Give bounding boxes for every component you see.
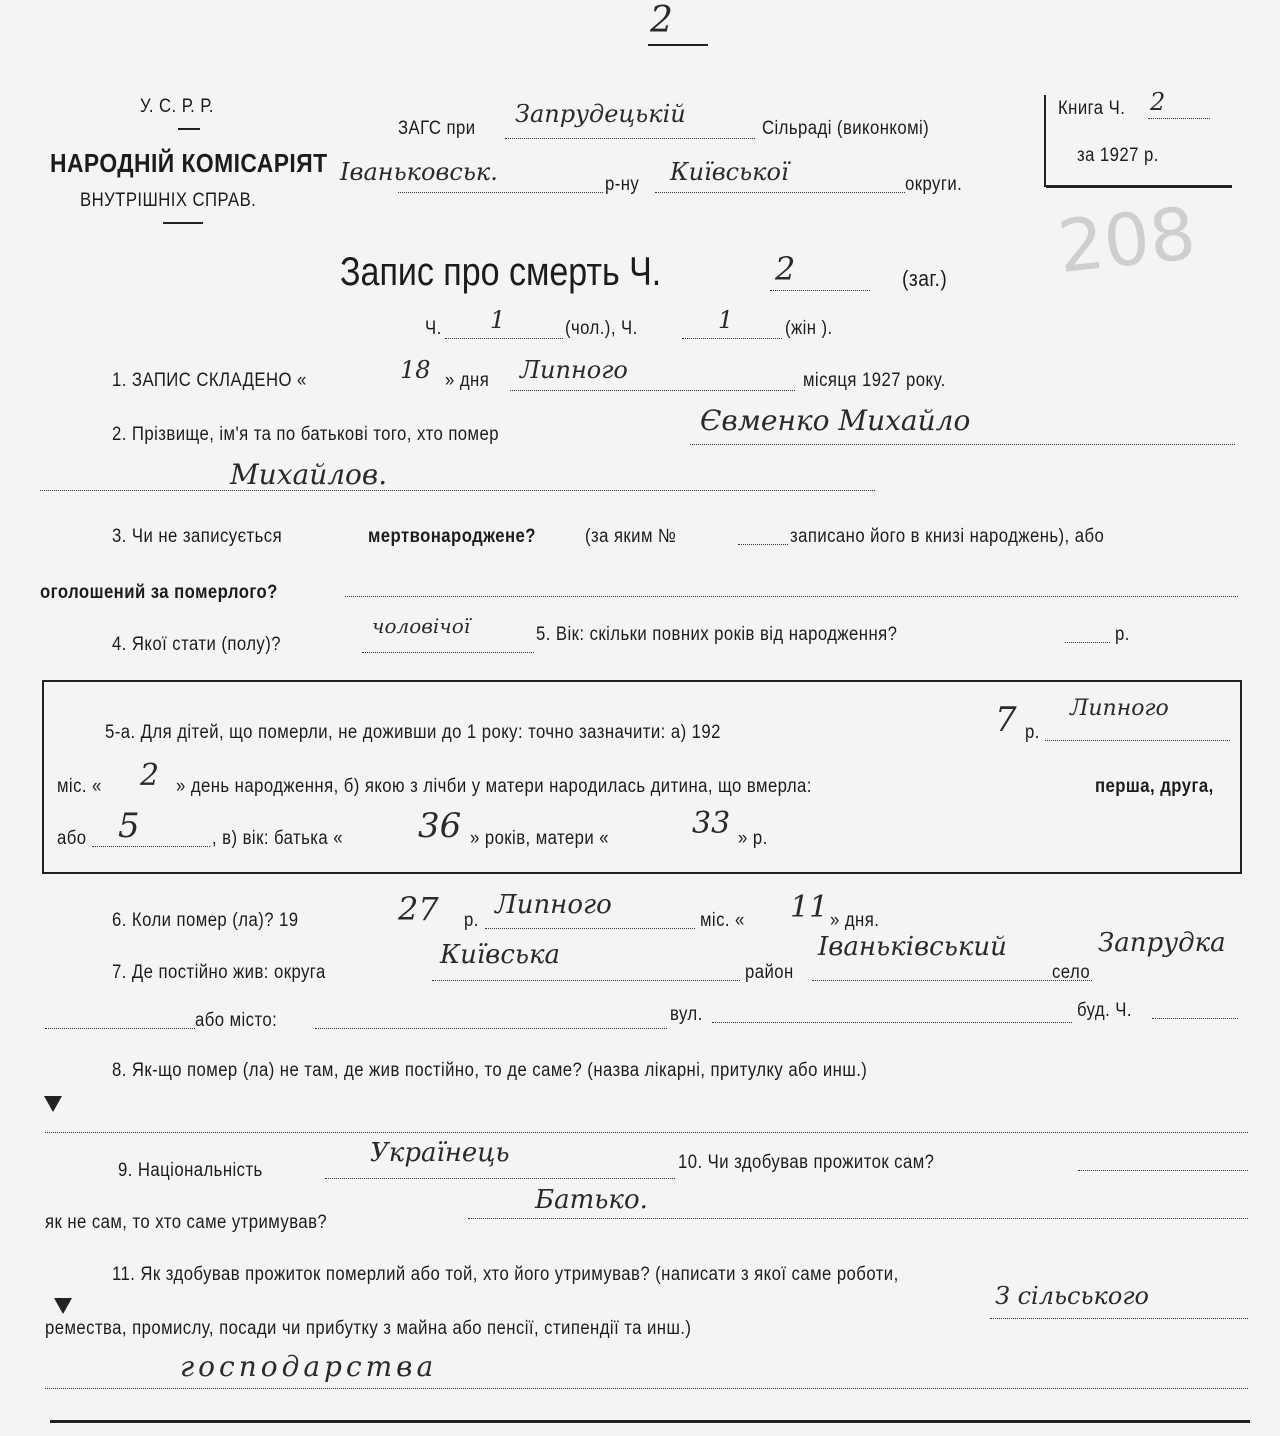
field-line xyxy=(315,1028,667,1029)
field-5a-text-7: , в) вік: батька « xyxy=(212,828,343,849)
field-line xyxy=(45,1132,1248,1133)
record-suffix: (заг.) xyxy=(902,266,948,291)
field-line xyxy=(1078,1170,1248,1171)
field-5a-text-4: » день народження, б) якою з лічби у матери народилась дитина, що вмерла: xyxy=(176,776,812,797)
field-5a-text-6: або xyxy=(57,828,87,849)
district-value: Іваньковськ. xyxy=(340,158,498,186)
field-6-end: » дня. xyxy=(830,910,880,931)
field-11-value-2: господарства xyxy=(180,1350,438,1383)
field-10-value: Батько. xyxy=(535,1185,648,1215)
male-count: 1 xyxy=(490,306,506,334)
book-label: Книга Ч. xyxy=(1058,98,1126,119)
field-3-text-e: оголошений за померлого? xyxy=(40,582,278,603)
field-line xyxy=(432,980,740,981)
field-line xyxy=(655,192,905,193)
zags-value: Запрудецькій xyxy=(515,100,686,128)
field-line xyxy=(1152,1018,1238,1019)
field-5-end: р. xyxy=(1115,624,1130,645)
field-5a-text-9: » р. xyxy=(738,828,768,849)
field-11-label: 11. Як здобував прожиток померлий або той, хто його утримував? (написати з якої саме роботи, xyxy=(112,1264,899,1285)
field-3-text-b: мертвонароджене? xyxy=(368,526,536,547)
field-5a-father-age: 36 xyxy=(418,806,462,846)
field-3-text-a: 3. Чи не записується xyxy=(112,526,283,547)
field-line xyxy=(40,490,875,491)
field-1-end: місяця 1927 року. xyxy=(803,370,946,391)
field-5-label: 5. Вік: скільки повних років від народження? xyxy=(536,624,898,645)
field-line xyxy=(45,1388,1248,1389)
field-line xyxy=(92,846,210,847)
field-line xyxy=(505,138,755,139)
female-label: (жін ). xyxy=(785,318,833,339)
field-line xyxy=(362,652,534,653)
field-1-label: 1. ЗАПИС СКЛАДЕНО « xyxy=(112,370,307,391)
field-9-value: Українець xyxy=(370,1138,510,1168)
book-box-left xyxy=(1044,95,1046,187)
field-3-text-c: (за яким № xyxy=(585,526,677,547)
field-6-mis: міс. « xyxy=(700,910,745,931)
field-10-label: 10. Чи здобував прожиток сам? xyxy=(678,1152,935,1173)
field-line xyxy=(45,1028,195,1029)
male-prefix: Ч. xyxy=(425,318,442,339)
field-9-label: 9. Національність xyxy=(118,1160,263,1181)
field-6-mid: р. xyxy=(464,910,479,931)
field-7-label: 7. Де постійно жив: округа xyxy=(112,962,326,983)
record-number: 2 xyxy=(775,250,796,288)
field-2-label: 2. Прізвище, ім'я та по батькові того, хто помер xyxy=(112,424,499,445)
field-5a-mother-age: 33 xyxy=(692,806,731,841)
field-10-text-b: як не сам, то хто саме утримував? xyxy=(45,1212,328,1233)
field-5a-text-5: перша, друга, xyxy=(1095,776,1214,797)
field-11-value-1: З сільського xyxy=(995,1282,1149,1310)
field-7-selo-label: село xyxy=(1052,962,1091,983)
field-1-month: Липного xyxy=(520,356,628,384)
field-6-year: 27 xyxy=(398,890,439,928)
field-line xyxy=(712,1022,1072,1023)
field-5a-order: 5 xyxy=(118,806,140,846)
top-mark: 2 xyxy=(650,0,673,41)
record-title xyxy=(340,250,661,295)
okrug-label: округи. xyxy=(905,174,963,195)
republic-label: У. С. Р. Р. xyxy=(140,96,214,117)
district-label: р-ну xyxy=(605,174,640,195)
binding-hole-marker xyxy=(54,1298,72,1314)
field-line xyxy=(1065,642,1110,643)
field-5a-day: 2 xyxy=(140,758,160,793)
divider xyxy=(178,128,200,130)
field-11-text-b: ремества, промислу, посади чи прибутку з майна або пенсії, стипендії та инш.) xyxy=(45,1318,692,1339)
zags-label: ЗАГС при xyxy=(398,118,476,139)
male-label: (чол.), Ч. xyxy=(565,318,638,339)
field-line xyxy=(690,444,1235,445)
book-box-bottom xyxy=(1046,185,1232,188)
field-line xyxy=(485,928,695,929)
field-7-city: або місто: xyxy=(195,1010,278,1031)
divider xyxy=(163,222,203,224)
field-7-okrug: Київська xyxy=(440,940,561,970)
commissariat-title: НАРОДНІЙ КОМІСАРІЯТ xyxy=(50,148,328,178)
book-year: за 1927 р. xyxy=(1077,145,1159,166)
field-line xyxy=(468,1218,1248,1219)
field-5a-text-2: р. xyxy=(1025,722,1040,743)
field-2-value-2: Михайлов. xyxy=(230,458,388,491)
field-6-label: 6. Коли помер (ла)? 19 xyxy=(112,910,299,931)
field-line xyxy=(510,390,795,391)
field-5a-text-1: 5-а. Для дітей, що померли, не доживши до 1 року: точно зазначити: а) 192 xyxy=(105,722,721,743)
field-7-selo: Запрудка xyxy=(1098,928,1226,958)
field-1-day: 18 xyxy=(400,356,431,384)
field-line xyxy=(990,1318,1248,1319)
field-line xyxy=(682,338,782,339)
field-5a-text-3: міс. « xyxy=(57,776,102,797)
field-4-value: чоловічої xyxy=(372,614,471,638)
field-7-raion: Іваньківський xyxy=(818,932,1007,962)
field-3-text-d: записано його в книзі народжень), або xyxy=(790,526,1105,547)
record-title-label: Запис про смерть Ч. xyxy=(340,250,662,294)
okrug-value: Київської xyxy=(670,158,789,186)
book-value: 2 xyxy=(1150,88,1166,116)
field-7-raion-label: район xyxy=(745,962,794,983)
field-line xyxy=(325,1178,675,1179)
field-5a-year: 7 xyxy=(995,700,1017,740)
field-line xyxy=(1045,740,1230,741)
field-2-value-1: Євменко Михайло xyxy=(700,404,971,437)
field-8-label: 8. Як-що помер (ла) не там, де жив постійно, то де саме? (назва лікарні, притулку або инш.) xyxy=(112,1060,868,1081)
field-line xyxy=(398,192,603,193)
commissariat-subtitle: ВНУТРІШНІХ СПРАВ. xyxy=(80,190,257,211)
binding-hole-marker xyxy=(44,1096,62,1112)
field-line xyxy=(770,290,870,291)
council-label: Сільраді (виконкомі) xyxy=(762,118,930,139)
bottom-rule xyxy=(50,1420,1250,1423)
field-line xyxy=(812,980,1092,981)
top-mark-underline xyxy=(648,44,708,46)
field-5a-month: Липного xyxy=(1070,696,1169,721)
field-6-month: Липного xyxy=(495,890,612,920)
field-line xyxy=(1148,118,1210,119)
field-line xyxy=(345,596,1238,597)
archive-number: 208 xyxy=(1053,191,1200,289)
field-1-mid: » дня xyxy=(445,370,490,391)
field-7-street: вул. xyxy=(670,1004,703,1025)
field-5a-text-8: » років, матери « xyxy=(470,828,610,849)
field-line xyxy=(738,544,788,545)
female-count: 1 xyxy=(718,306,734,334)
field-6-day: 11 xyxy=(790,890,829,925)
field-4-label: 4. Якої стати (полу)? xyxy=(112,634,281,655)
field-line xyxy=(445,338,563,339)
field-7-house: буд. Ч. xyxy=(1077,1000,1132,1021)
